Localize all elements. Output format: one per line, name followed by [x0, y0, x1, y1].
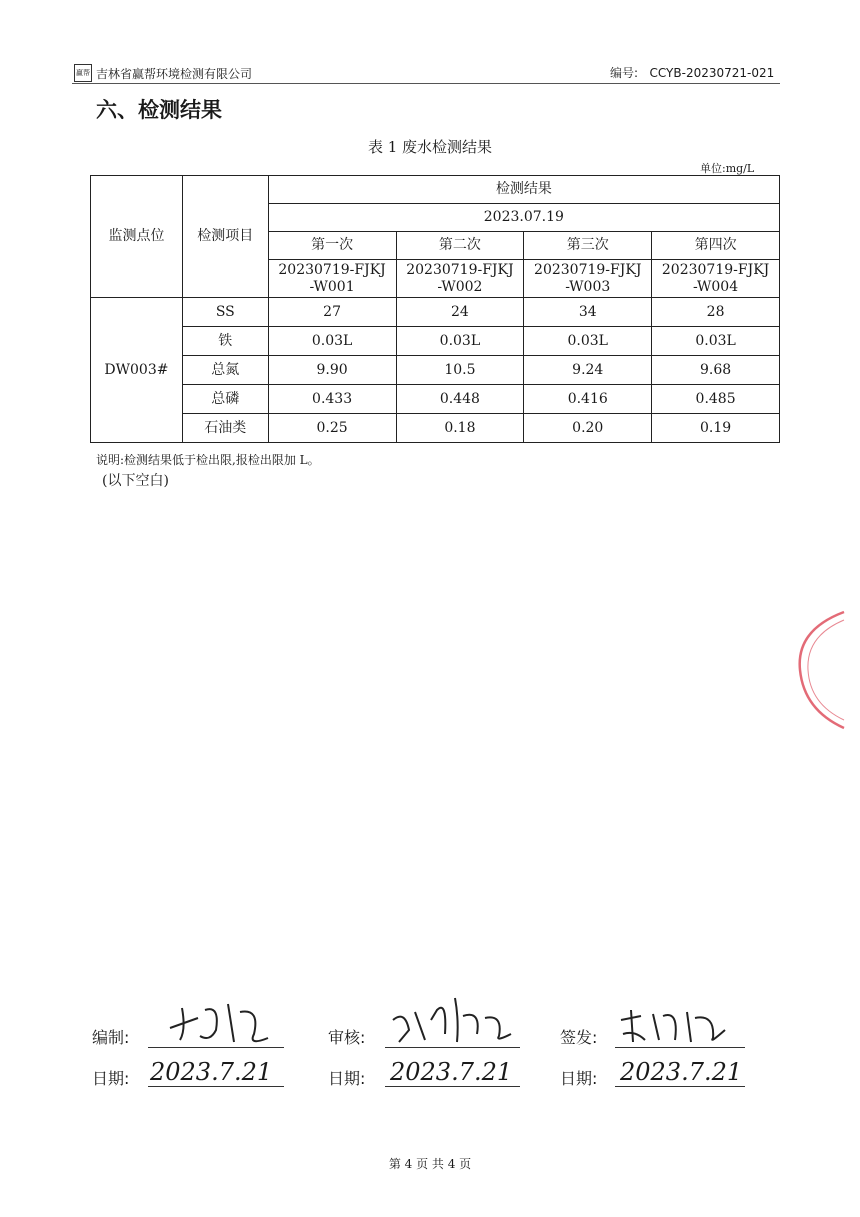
value-cell: 0.25 — [268, 414, 396, 443]
date-label: 日期: — [560, 1069, 598, 1088]
col-header-item: 检测项目 — [182, 176, 268, 298]
sample-id: 20230719-FJKJ -W002 — [396, 260, 524, 298]
blank-below-note: (以下空白) — [102, 473, 169, 489]
value-cell: 34 — [524, 298, 652, 327]
doc-no-value: CCYB-20230721-021 — [649, 66, 775, 80]
value-cell: 28 — [652, 298, 780, 327]
sample-id: 20230719-FJKJ -W001 — [268, 260, 396, 298]
value-cell: 0.03L — [396, 327, 524, 356]
issued-line — [615, 1047, 745, 1048]
value-cell: 0.18 — [396, 414, 524, 443]
value-cell: 0.448 — [396, 385, 524, 414]
round-label: 第一次 — [268, 232, 396, 260]
result-header: 检测结果 — [268, 176, 779, 204]
table-row — [91, 298, 780, 327]
company-name: 吉林省赢帮环境检测有限公司 — [96, 66, 253, 81]
reviewed-label: 审核: — [328, 1028, 366, 1047]
value-cell: 0.416 — [524, 385, 652, 414]
round-label: 第四次 — [652, 232, 780, 260]
issue-date-line — [615, 1086, 745, 1087]
table-note: 说明:检测结果低于检出限,报检出限加 L。 — [96, 453, 320, 467]
issued-label: 签发: — [560, 1028, 598, 1047]
compiler-signature — [150, 990, 290, 1050]
issue-date: 2023.7.21 — [620, 1058, 743, 1086]
reviewer-signature — [385, 990, 525, 1050]
table-row — [91, 414, 780, 443]
date-label: 日期: — [328, 1069, 366, 1088]
table-row — [91, 327, 780, 356]
value-cell: 0.03L — [268, 327, 396, 356]
site-cell: DW003# — [91, 298, 183, 443]
company-logo-icon: 赢帮 — [74, 64, 92, 82]
sample-id: 20230719-FJKJ -W004 — [652, 260, 780, 298]
table-title: 表 1 废水检测结果 — [367, 138, 493, 156]
sample-id: 20230719-FJKJ -W003 — [524, 260, 652, 298]
review-date-line — [385, 1086, 520, 1087]
value-cell: 0.485 — [652, 385, 780, 414]
compile-date-line — [148, 1086, 284, 1087]
table-row — [91, 356, 780, 385]
section-title: 六、检测结果 — [96, 98, 222, 122]
value-cell: 9.68 — [652, 356, 780, 385]
value-cell: 0.03L — [652, 327, 780, 356]
value-cell: 27 — [268, 298, 396, 327]
item-cell: SS — [182, 298, 268, 327]
header-divider — [72, 83, 780, 84]
page-footer: 第 4 页 共 4 页 — [388, 1157, 472, 1171]
compile-date: 2023.7.21 — [150, 1058, 273, 1086]
item-cell: 总磷 — [182, 385, 268, 414]
compiled-label: 编制: — [92, 1028, 130, 1047]
review-date: 2023.7.21 — [390, 1058, 513, 1086]
item-cell: 石油类 — [182, 414, 268, 443]
reviewed-line — [385, 1047, 520, 1048]
company-seal-icon — [786, 610, 846, 730]
document-number — [610, 64, 774, 81]
item-cell: 总氮 — [182, 356, 268, 385]
doc-no-label: 编号: — [610, 66, 639, 80]
round-label: 第三次 — [524, 232, 652, 260]
sampling-date: 2023.07.19 — [268, 204, 779, 232]
item-cell: 铁 — [182, 327, 268, 356]
compiled-line — [148, 1047, 284, 1048]
issuer-signature — [615, 1000, 745, 1050]
value-cell: 24 — [396, 298, 524, 327]
value-cell: 0.20 — [524, 414, 652, 443]
wastewater-results-table — [90, 175, 780, 443]
col-header-site: 监测点位 — [91, 176, 183, 298]
value-cell: 10.5 — [396, 356, 524, 385]
value-cell: 0.19 — [652, 414, 780, 443]
date-label: 日期: — [92, 1069, 130, 1088]
company-header — [74, 64, 252, 82]
value-cell: 0.433 — [268, 385, 396, 414]
value-cell: 9.90 — [268, 356, 396, 385]
value-cell: 0.03L — [524, 327, 652, 356]
table-row — [91, 385, 780, 414]
round-label: 第二次 — [396, 232, 524, 260]
unit-label: 单位:mg/L — [700, 162, 755, 175]
value-cell: 9.24 — [524, 356, 652, 385]
